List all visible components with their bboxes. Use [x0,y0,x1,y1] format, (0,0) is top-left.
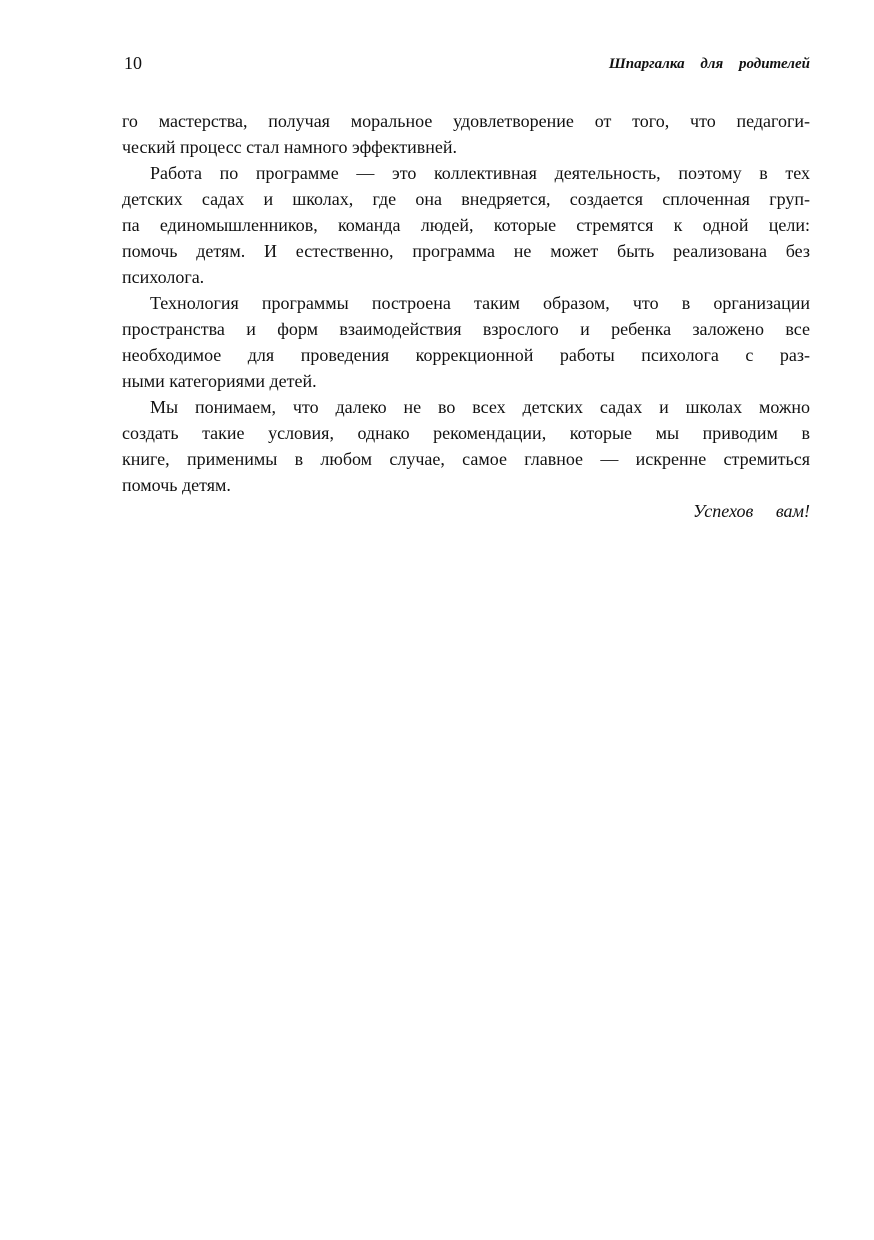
text-line: книге, применимы в любом случае, самое главное — искренне стремиться [122,449,810,469]
text-line: необходимое для проведения коррекционной работы психолога с раз- [122,345,810,365]
text-line: Мы понимаем, что далеко не во всех детских садах и школах можно [150,397,810,417]
text-line: детских садах и школах, где она внедряется, создается сплоченная груп- [122,189,810,209]
text-line: помочь детям. [122,475,231,495]
body-text [122,108,810,524]
text-line: ческий процесс стал намного эффективней. [122,137,458,157]
text-line: психолога. [122,267,205,287]
text-line: Работа по программе — это коллективная деятельность, поэтому в тех [150,163,810,183]
text-line: помочь детям. И естественно, программа не может быть реализована без [122,241,810,261]
signoff: Успехов вам! [692,501,810,521]
page-number: 10 [124,53,142,73]
text-line: го мастерства, получая моральное удовлетворение от того, что педагоги- [122,111,810,131]
text-line: ными категориями детей. [122,371,317,391]
text-line: создать такие условия, однако рекомендации, которые мы приводим в [122,423,810,443]
text-line: пространства и форм взаимодействия взрослого и ребенка заложено все [122,319,810,339]
text-line: па единомышленников, команда людей, которые стремятся к одной цели: [122,215,810,235]
running-header [124,52,810,76]
text-line: Технология программы построена таким образом, что в организации [150,293,810,313]
running-title: Шпаргалка для родителей [608,56,810,72]
